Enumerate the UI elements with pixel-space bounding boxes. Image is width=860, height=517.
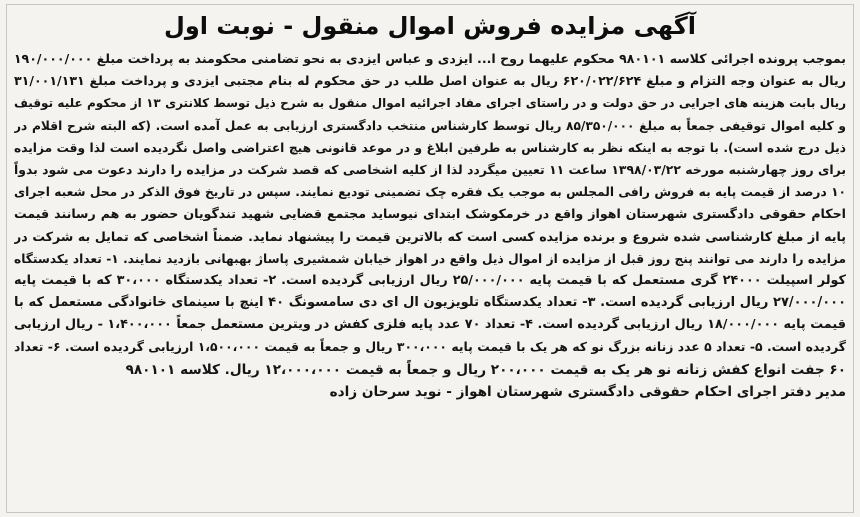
notice-line: ۲۷/۰۰۰/۰۰۰ ریال ارزیابی گردیده است. ۳- تعداد یکدستگاه تلویزیون ال ای دی سامسونگ ۴۰ اینچ با سینمای خانوادگی مستعمل که با — [14, 295, 846, 311]
notice-line: احکام حقوقی دادگستری شهرستان اهواز واقع در خرمکوشک ابتدای نیوساید مجتمع قضایی شهید تندگویان حضور به هم رسانند قیمت — [14, 206, 846, 222]
notice-line: قیمت پایه ۱۸/۰۰۰/۰۰۰ ریال ارزیابی گردیده است. ۴- تعداد ۷۰ عدد پایه فلزی کفش در ویترین مستعمل جمعاً ۱،۴۰۰،۰۰۰ - ریال ارزیابی — [14, 317, 846, 333]
notice-title: آگهی مزایده فروش اموال منقول - نوبت اول — [164, 12, 696, 40]
notice-line: ریال به عنوان وجه التزام و مبلغ ۶۲۰/۰۲۲/۶۲۴ ریال به عنوان اصل طلب در حق محکوم له بنام مجتبی ایزدی و پرداخت مبلغ ۳۱/۰۰۱/۱۳۱ — [14, 73, 846, 89]
notice-line: کولر اسپیلت ۲۴۰۰۰ گری مستعمل که با قیمت پایه ۲۵/۰۰۰/۰۰۰ ریال ارزیابی گردیده است. ۲- تعداد یکدستگاه ۳۰،۰۰۰ که با قیمت پایه — [14, 272, 846, 288]
notice-line: گردیده است. ۵- تعداد ۵ عدد زنانه بزرگ نو که هر یک با قیمت پایه ۳۰۰،۰۰۰ ریال و جمعاً به قیمت ۱،۵۰۰،۰۰۰ ارزیابی گردیده است. ۶- تعداد — [14, 339, 846, 355]
notice-line: مزایده را دارند می توانند پنج روز قبل از مزایده از اموال ذیل واقع در اهواز خیابان شمشیری پاساژ بهبهانی بازدید نمایند. ۱- تعداد یکدستگاه — [14, 251, 846, 266]
notice-line: برای روز چهارشنبه مورخه ۱۳۹۸/۰۳/۲۲ ساعت ۱۱ تعیین میگردد لذا از کلیه اشخاصی که قصد شرکت در مزایده را دارند دعوت می شود بدواً — [14, 161, 846, 177]
notice-body — [14, 48, 846, 403]
notice-line: ذیل درج شده است). با توجه به اینکه نظر به کارشناس به طرفین ابلاغ و در موعد قانونی هیچ اعتراضی واصل نگردیده است لذا وقت مزایده — [14, 140, 846, 155]
notice-line: پایه از مبلغ کارشناسی شده شروع و برنده مزایده کسی است که بالاترین قیمت را پیشنهاد نماید. ضمناً اشخاصی که تمایل به شرکت در — [14, 228, 846, 244]
notice-line: بموجب پرونده اجرائی کلاسه ۹۸۰۱۰۱ محکوم علیهما روح ا... ایزدی و عباس ایزدی به نحو تضامنی محکومند به پرداخت مبلغ ۱۹۰/۰۰۰/۰۰۰ — [14, 51, 846, 66]
notice-line: ریال بابت هزینه های اجرایی در حق دولت و در راستای اجرای مفاد اجرائیه اموال منقول به شرح ذیل توسط کلانتری ۱۳ از محکوم علیه توقیف — [14, 96, 846, 111]
notice-line: و کلیه اموال توقیفی جمعاً به مبلغ ۸۵/۳۵۰/۰۰۰ ریال توسط کارشناس منتخب دادگستری ارزیابی به عمل آمده است. (که البته شرح اقلام در — [14, 118, 846, 133]
notice-signature: مدیر دفتر اجرای احکام حقوقی دادگستری شهرستان اهواز - نوید سرحان زاده — [329, 383, 846, 400]
notice-line: ۶۰ جفت انواع کفش زنانه نو هر یک به قیمت ۲۰۰،۰۰۰ ریال و جمعاً به قیمت ۱۲،۰۰۰،۰۰۰ ریال. کلاسه ۹۸۰۱۰۱ — [125, 361, 846, 378]
notice-line: ۱۰ درصد از قیمت پایه به فروش رافی المجلس به موجب یک فقره چک تضمینی تودیع نمایند. سپس در تاریخ فوق الذکر در محل شعبه اجرای — [14, 185, 846, 200]
